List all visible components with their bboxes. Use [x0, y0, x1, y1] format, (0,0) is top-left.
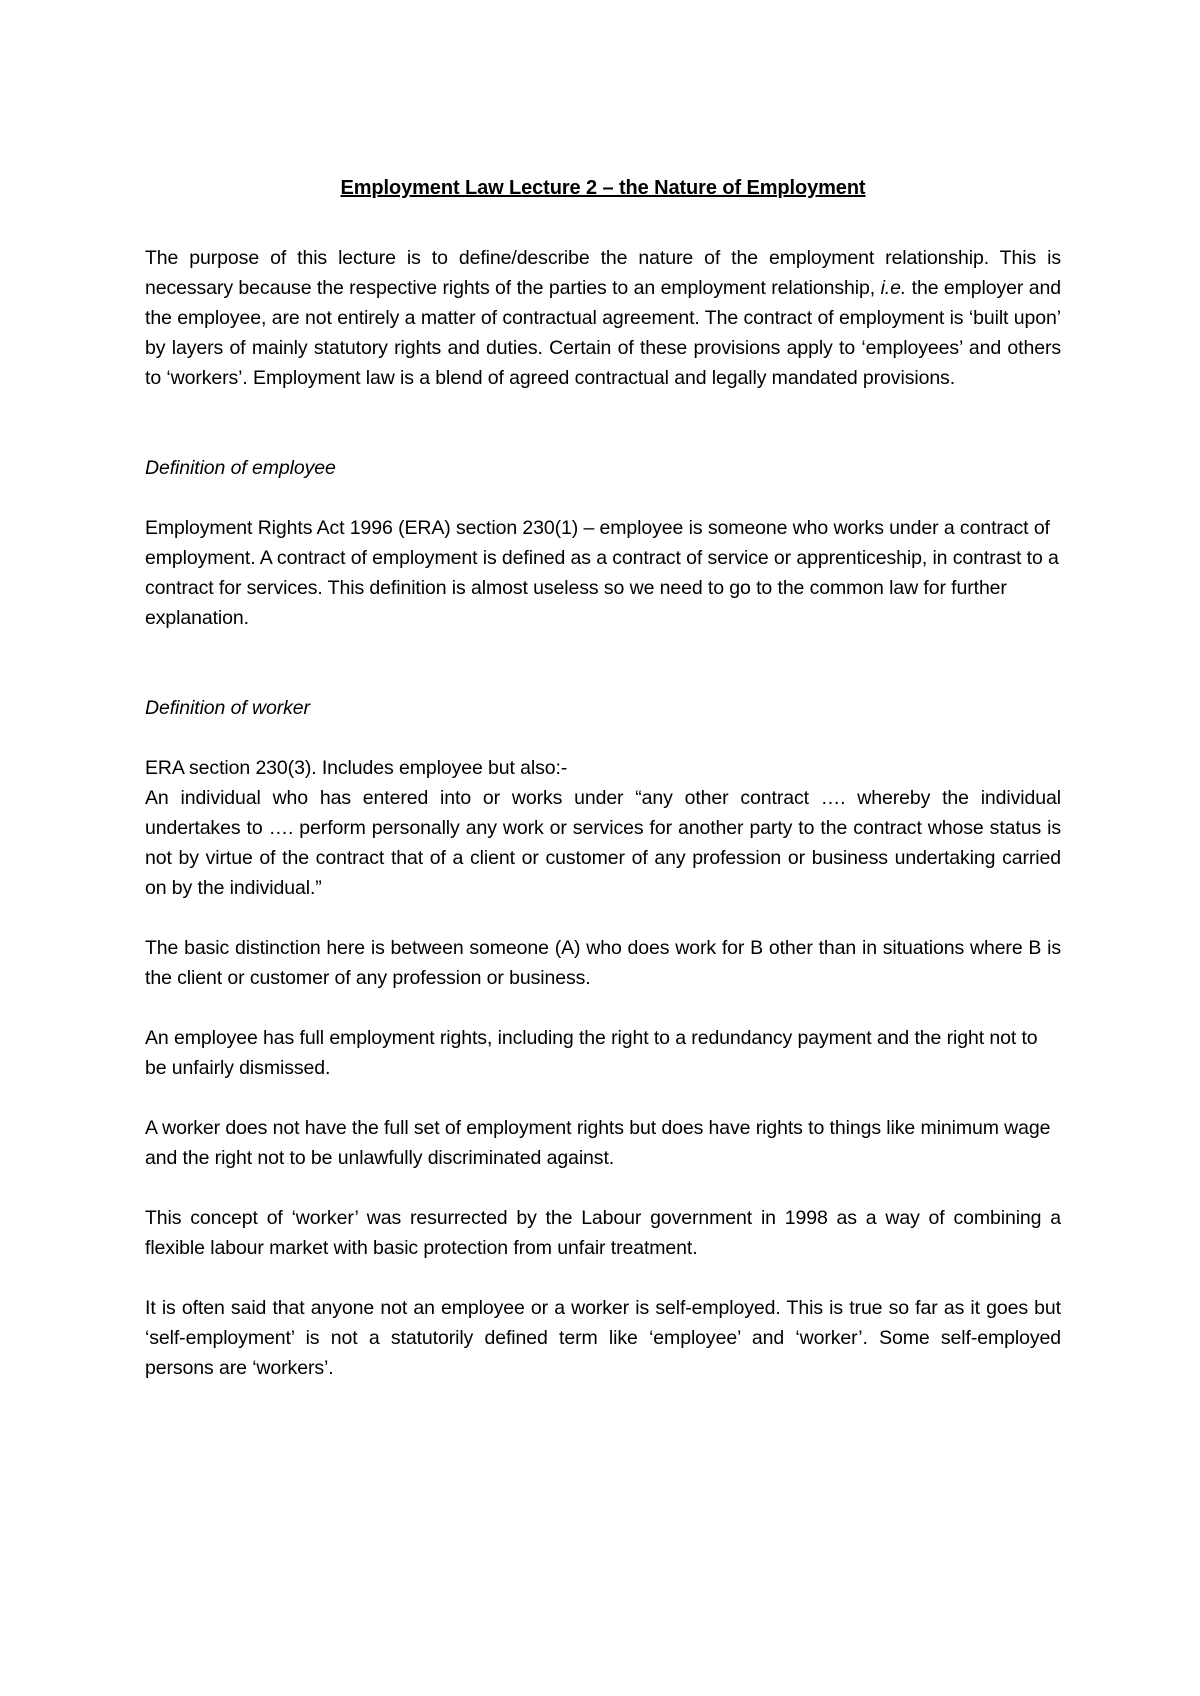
worker-concept-paragraph: This concept of ‘worker’ was resurrected by the Labour government in 1998 as a way of combining a flexible labour market with basic protection from unfair treatment. [145, 1207, 1061, 1259]
intro-text-part2: the employer and the employee, are not entirely a matter of contractual agreement. The contract of employment is ‘built upon’ by layers of mainly statutory rights and duties. Certain of these provisions apply to ‘employees’ and others to ‘workers’. Employment law is a blend of agreed contractual and legally mandated provisions. [145, 277, 1061, 389]
employee-definition-paragraph: Employment Rights Act 1996 (ERA) section 230(1) – employee is someone who works under a contract of employment. A contract of employment is defined as a contract of service or apprenticeship, in contrast to a contract for services. This definition is almost useless so we need to go to the common law for further explanation. [145, 517, 1059, 629]
intro-text-part1: The purpose of this lecture is to define/describe the nature of the employment relationship. This is necessary because the respective rights of the parties to an employment relationship, [145, 247, 1061, 299]
distinction-paragraph: The basic distinction here is between someone (A) who does work for B other than in situations where B is the client or customer of any profession or business. [145, 937, 1061, 989]
self-employed-paragraph: It is often said that anyone not an employee or a worker is self-employed. This is true so far as it goes but ‘self-employment’ is not a statutorily defined term like ‘employee’ and ‘worker’. Some self-employed persons are ‘workers’. [145, 1297, 1061, 1379]
document-title: Employment Law Lecture 2 – the Nature of Employment [340, 177, 866, 199]
worker-section-heading: Definition of worker [145, 697, 310, 719]
document-body [145, 173, 1061, 1383]
worker-quote-paragraph: An individual who has entered into or works under “any other contract …. whereby the individual undertakes to …. perform personally any work or services for another party to the contract whose status is not by virtue of the contract that of a client or customer of any profession or business undertaking carried on by the individual.” [145, 787, 1061, 899]
employee-rights-paragraph: An employee has full employment rights, including the right to a redundancy payment and the right not to be unfairly dismissed. [145, 1027, 1038, 1079]
intro-paragraph [145, 243, 1061, 393]
worker-statute-line: ERA section 230(3). Includes employee but also:- [145, 757, 568, 779]
employee-section-heading: Definition of employee [145, 457, 336, 479]
intro-text-italic: i.e. [880, 277, 907, 299]
worker-rights-paragraph: A worker does not have the full set of employment rights but does have rights to things like minimum wage and the right not to be unlawfully discriminated against. [145, 1117, 1051, 1169]
